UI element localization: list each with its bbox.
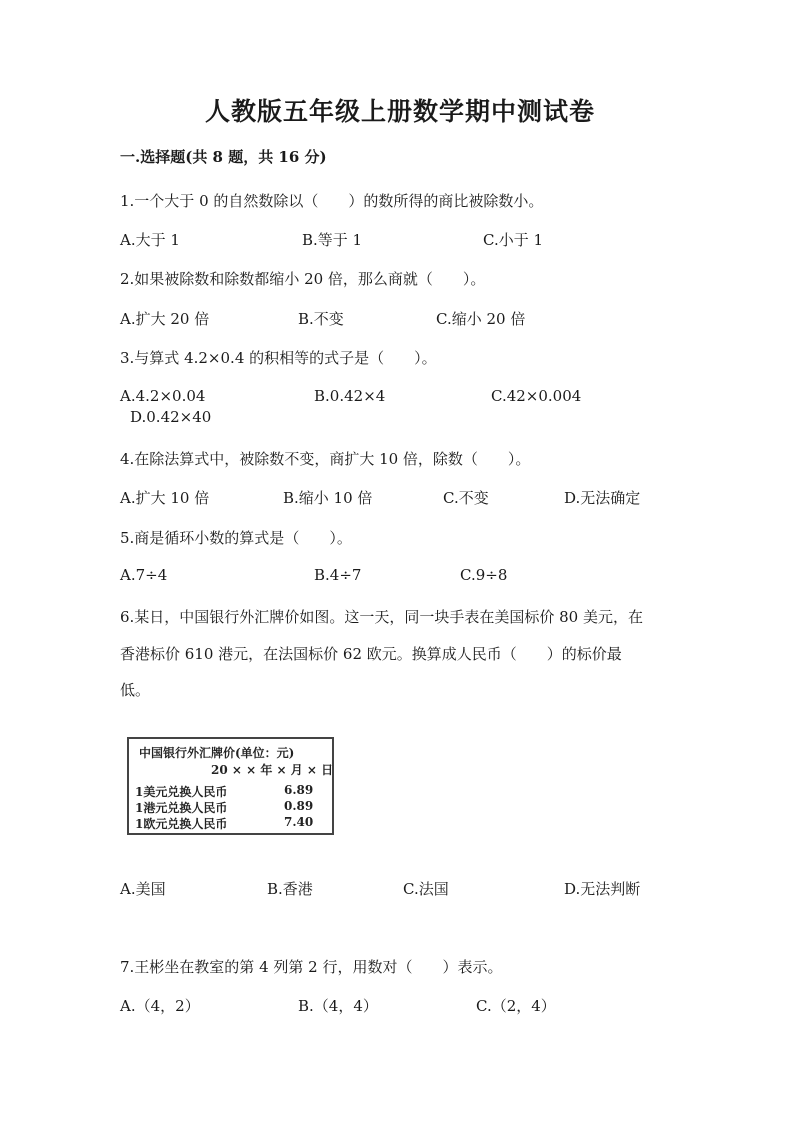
rate-table-date: 20 × × 年 × 月 × 日 — [211, 763, 334, 777]
question-6-line-3: 低。 — [120, 681, 151, 699]
q5-option-c: C.9÷8 — [460, 566, 508, 584]
rate-row-value: 0.89 — [284, 799, 314, 813]
q4-option-a: A.扩大 10 倍 — [120, 489, 210, 507]
rate-table-title: 中国银行外汇牌价(单位：元) — [139, 746, 295, 760]
exchange-rate-table — [127, 737, 334, 835]
question-6-line-2: 香港标价 610 港元，在法国标价 62 欧元。换算成人民币（ ）的标价最 — [120, 645, 622, 663]
q7-option-c: C.（2，4） — [476, 997, 556, 1015]
q7-option-a: A.（4，2） — [120, 997, 200, 1015]
q2-option-b: B.不变 — [298, 310, 344, 328]
question-7: 7.王彬坐在教室的第 4 列第 2 行，用数对（ ）表示。 — [120, 958, 503, 976]
q1-option-b: B.等于 1 — [302, 231, 363, 249]
q3-option-c: C.42×0.004 — [491, 387, 582, 405]
q1-option-a: A.大于 1 — [120, 231, 180, 249]
q4-option-c: C.不变 — [443, 489, 489, 507]
page-title: 人教版五年级上册数学期中测试卷 — [204, 97, 595, 126]
q3-option-b: B.0.42×4 — [314, 387, 386, 405]
question-6-line-1: 6.某日，中国银行外汇牌价如图。这一天，同一块手表在美国标价 80 美元，在 — [120, 608, 643, 626]
q3-option-a: A.4.2×0.04 — [120, 387, 206, 405]
q7-option-b: B.（4，4） — [298, 997, 378, 1015]
q6-option-d: D.无法判断 — [564, 880, 641, 898]
q6-option-b: B.香港 — [267, 880, 313, 898]
rate-row-label: 1欧元兑换人民币 — [135, 817, 228, 831]
q1-option-c: C.小于 1 — [483, 231, 544, 249]
q2-option-a: A.扩大 20 倍 — [120, 310, 210, 328]
q6-option-a: A.美国 — [120, 880, 166, 898]
q5-option-a: A.7÷4 — [120, 566, 168, 584]
question-3: 3.与算式 4.2×0.4 的积相等的式子是（ ）。 — [120, 349, 437, 367]
rate-row-value: 7.40 — [284, 815, 314, 829]
q5-option-b: B.4÷7 — [314, 566, 362, 584]
section-header: 一.选择题(共 8 题，共 16 分) — [120, 148, 327, 166]
question-4: 4.在除法算式中，被除数不变，商扩大 10 倍，除数（ ）。 — [120, 450, 531, 468]
question-5: 5.商是循环小数的算式是（ ）。 — [120, 529, 352, 547]
question-2: 2.如果被除数和除数都缩小 20 倍，那么商就（ ）。 — [120, 270, 486, 288]
rate-row-label: 1美元兑换人民币 — [135, 785, 228, 799]
q2-option-c: C.缩小 20 倍 — [436, 310, 526, 328]
q4-option-b: B.缩小 10 倍 — [283, 489, 373, 507]
question-1: 1.一个大于 0 的自然数除以（ ）的数所得的商比被除数小。 — [120, 192, 544, 210]
q3-option-d: D.0.42×40 — [130, 408, 212, 426]
rate-row-value: 6.89 — [284, 783, 314, 797]
q6-option-c: C.法国 — [403, 880, 449, 898]
rate-row-label: 1港元兑换人民币 — [135, 801, 228, 815]
q4-option-d: D.无法确定 — [564, 489, 641, 507]
